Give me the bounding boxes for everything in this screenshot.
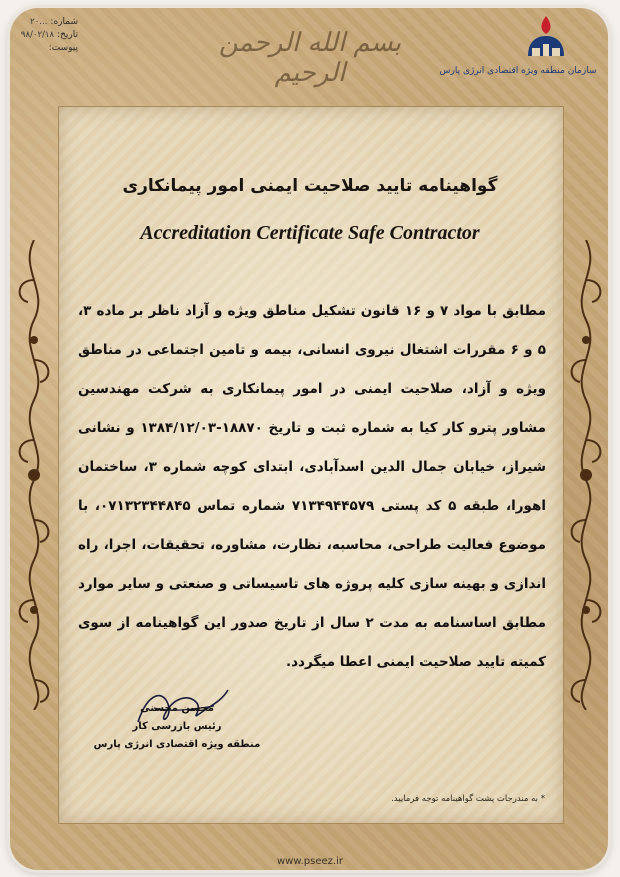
date-value: ۹۸/۰۲/۱۸ [20,30,55,40]
certificate-title-en: Accreditation Certificate Safe Contractor [140,222,480,244]
attachment-label: پیوست: [48,43,78,53]
footnote: * به مندرجات پشت گواهینامه توجه فرمایید. [391,794,545,804]
signatory-organization: منطقه ویژه اقتصادی انرژی پارس [93,739,261,750]
signatory-block [92,700,262,754]
certificate-title-fa: گواهینامه تایید صلاحیت ایمنی امور پیمانکاری [122,176,498,196]
number-label: شماره: [50,17,78,27]
website-link[interactable]: www.pseez.ir [277,856,343,867]
letter-metadata [8,16,78,55]
certificate-body: مطابق با مواد ۷ و ۱۶ قانون تشکیل مناطق ویژه و آزاد ناظر بر ماده ۳، ۵ و ۶ مقررات اشتغال نیروی انسانی، بیمه و تامین اجتماعی در مناطق ویژه و آزاد، صلاحیت ایمنی در امور پیمانکاری به شرکت مهندسین مشاور پترو کار کیا به شماره ثبت و تاریخ ۱۸۸۷۰-۱۳۸۴/۱۲/۰۳ و نشانی شیراز، خیابان جمال الدین اسدآبادی، ابتدای کوچه شماره ۳، ساختمان اهورا، طبقه ۵ کد پستی ۷۱۳۴۹۴۴۵۷۹ شماره تماس ۰۷۱۳۲۳۴۴۸۴۵، با موضوع فعالیت طراحی، محاسبه، نظارت، مشاوره، تحقیقات، اجرا، راه اندازی و بهینه سازی کلیه پروژه های تاسیساتی و صنعتی و سایر موارد مطابق اساسنامه به مدت ۲ سال از تاریخ صدور این گواهینامه از سوی کمیته تایید صلاحیت ایمنی اعطا میگردد. [78,303,547,670]
number-value: ...۲۰ [30,17,48,27]
signatory-position: رئیس بازرسی کار [132,721,222,732]
organization-name: سازمان منطقه ویژه اقتصادی انرژی پارس [439,66,597,76]
left-ornament-icon [14,240,54,710]
signatory-name: محسن محسنی [140,703,214,714]
bismillah: بسم الله الرحمن الرحیم [218,28,402,88]
right-ornament-icon [566,240,606,710]
pseez-logo-icon [518,12,574,64]
date-label: تاریخ: [57,30,78,40]
